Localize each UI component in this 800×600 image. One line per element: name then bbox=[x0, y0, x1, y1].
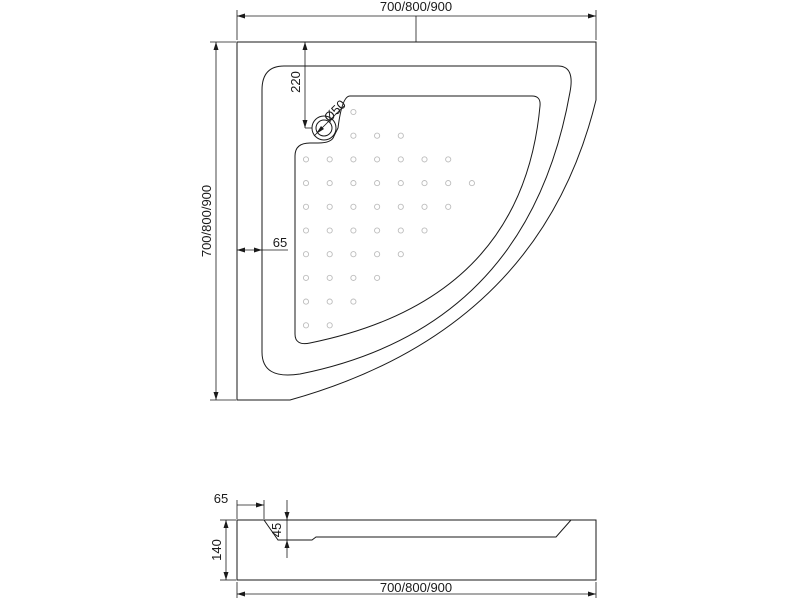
anti-slip-dot bbox=[327, 275, 332, 280]
anti-slip-dot bbox=[303, 204, 308, 209]
anti-slip-dot bbox=[303, 252, 308, 257]
anti-slip-dot bbox=[398, 181, 403, 186]
anti-slip-dot bbox=[303, 181, 308, 186]
anti-slip-dot bbox=[351, 228, 356, 233]
anti-slip-dot bbox=[375, 275, 380, 280]
anti-slip-dot bbox=[375, 228, 380, 233]
top-width-label: 700/800/900 bbox=[379, 0, 453, 14]
anti-slip-dot bbox=[398, 204, 403, 209]
anti-slip-dot bbox=[469, 181, 474, 186]
anti-slip-dot bbox=[327, 252, 332, 257]
side-width-dimension bbox=[237, 580, 596, 598]
anti-slip-dot bbox=[327, 181, 332, 186]
top-height-dimension bbox=[199, 42, 236, 400]
anti-slip-dot bbox=[351, 181, 356, 186]
anti-slip-dot bbox=[351, 157, 356, 162]
anti-slip-dot bbox=[303, 323, 308, 328]
drain-offset-dimension bbox=[288, 42, 312, 128]
anti-slip-dot bbox=[398, 157, 403, 162]
anti-slip-dot bbox=[351, 252, 356, 257]
anti-slip-dot bbox=[303, 157, 308, 162]
side-view bbox=[209, 491, 596, 598]
anti-slip-dot bbox=[351, 204, 356, 209]
drain-diameter-label: Ø50 bbox=[320, 96, 349, 125]
side-rim-dimension bbox=[214, 491, 264, 519]
side-height-label: 140 bbox=[209, 539, 224, 561]
anti-slip-dot bbox=[327, 157, 332, 162]
side-depth-dimension bbox=[269, 500, 290, 558]
anti-slip-dot bbox=[327, 204, 332, 209]
top-width-dimension bbox=[237, 0, 596, 42]
rim-width-label: 65 bbox=[272, 235, 288, 250]
anti-slip-dot bbox=[327, 299, 332, 304]
side-height-dimension bbox=[209, 520, 236, 580]
anti-slip-dot bbox=[422, 204, 427, 209]
anti-slip-dot bbox=[375, 157, 380, 162]
anti-slip-dot bbox=[303, 228, 308, 233]
anti-slip-dot bbox=[422, 228, 427, 233]
anti-slip-dot bbox=[351, 299, 356, 304]
anti-slip-dot bbox=[375, 133, 380, 138]
anti-slip-dot bbox=[446, 181, 451, 186]
anti-slip-dot bbox=[375, 252, 380, 257]
anti-slip-dot bbox=[398, 228, 403, 233]
side-depth-label: 45 bbox=[269, 522, 284, 538]
top-view bbox=[199, 0, 596, 400]
side-width-label: 700/800/900 bbox=[379, 580, 453, 595]
side-outer-outline bbox=[237, 520, 596, 580]
anti-slip-dot bbox=[375, 204, 380, 209]
top-height-label: 700/800/900 bbox=[199, 184, 214, 258]
side-basin-profile bbox=[264, 520, 571, 540]
anti-slip-dot bbox=[446, 157, 451, 162]
tray-inner-rim bbox=[262, 66, 571, 375]
anti-slip-dot bbox=[422, 157, 427, 162]
anti-slip-dot bbox=[303, 275, 308, 280]
anti-slip-dot bbox=[327, 228, 332, 233]
basin-floor-outline bbox=[295, 96, 540, 344]
anti-slip-dot bbox=[351, 275, 356, 280]
anti-slip-dot-grid bbox=[303, 109, 474, 328]
anti-slip-dot bbox=[422, 181, 427, 186]
anti-slip-dot bbox=[351, 109, 356, 114]
anti-slip-dot bbox=[327, 323, 332, 328]
anti-slip-dot bbox=[303, 299, 308, 304]
anti-slip-dot bbox=[398, 133, 403, 138]
side-rim-label: 65 bbox=[213, 491, 229, 506]
drain-offset-label: 220 bbox=[288, 71, 303, 93]
anti-slip-dot bbox=[398, 252, 403, 257]
anti-slip-dot bbox=[446, 204, 451, 209]
anti-slip-dot bbox=[351, 133, 356, 138]
anti-slip-dot bbox=[375, 181, 380, 186]
